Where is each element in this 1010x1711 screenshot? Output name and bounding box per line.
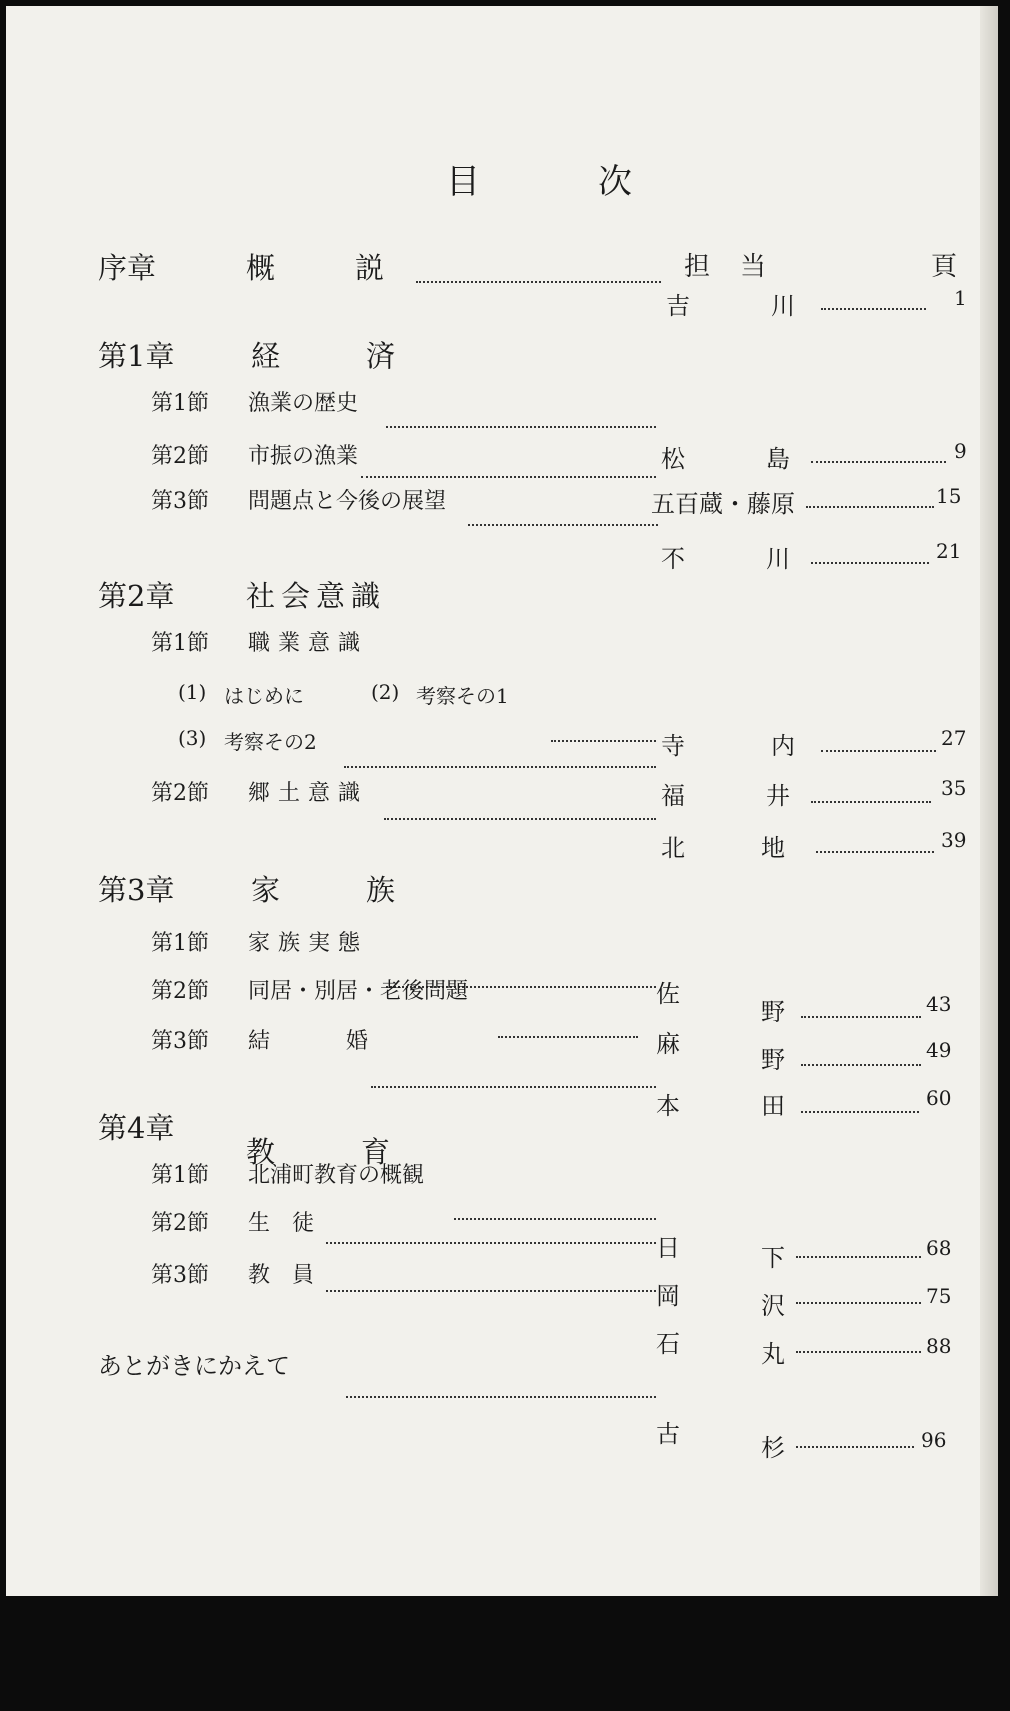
section-entry: [6, 1206, 998, 1272]
section-entry: [6, 484, 998, 524]
author: 佐: [656, 980, 680, 1008]
section-entry: [6, 1158, 998, 1198]
leader-dots: [796, 1446, 914, 1450]
entry-title: 市振の漁業: [248, 444, 359, 469]
author: 下: [761, 1244, 785, 1272]
author: 北: [661, 834, 685, 862]
leader-dots: [326, 1242, 656, 1246]
leader-dots: [801, 1016, 921, 1020]
page-number: 88: [926, 1334, 952, 1358]
page-number: 43: [926, 992, 952, 1016]
author: 内: [771, 732, 795, 760]
author: 麻: [656, 1030, 680, 1058]
page-number: 21: [936, 539, 962, 563]
section-entry: [6, 386, 998, 426]
author: 寺: [661, 732, 685, 760]
author: 岡: [656, 1282, 680, 1310]
section-entry: [6, 1024, 998, 1074]
leader-dots: [806, 506, 934, 510]
author: 島: [766, 445, 790, 473]
author: 吉: [666, 292, 690, 320]
page-number: 27: [941, 726, 967, 750]
page-number: 35: [941, 776, 967, 800]
entry-label: 第3節: [151, 1029, 209, 1054]
leader-dots: [344, 766, 656, 770]
entry-title: 北浦町教育の概観: [248, 1163, 425, 1188]
entry-label: 第2節: [151, 444, 209, 469]
author-header: 担当: [684, 252, 797, 282]
entry-label: 第2節: [151, 1211, 209, 1236]
entry-title: 生徒: [248, 1211, 337, 1236]
leader-dots: [811, 461, 946, 465]
entry-title: 考察その2: [224, 730, 317, 754]
entry-label: 第3章: [98, 873, 175, 907]
entry-label: 第1節: [151, 931, 209, 956]
entry-title: 経済: [251, 339, 482, 373]
page-number: 39: [941, 828, 967, 852]
page-number: 49: [926, 1038, 952, 1062]
entry-title: 漁業の歴史: [248, 391, 359, 416]
leader-dots: [821, 308, 926, 312]
subsection-entry: [6, 680, 998, 720]
entry-label: 第3節: [151, 1263, 209, 1288]
chapter-heading: [6, 868, 998, 908]
section-entry: [6, 926, 998, 966]
author: 地: [761, 834, 785, 862]
author: 杉: [761, 1434, 785, 1462]
toc-header: [6, 246, 998, 286]
leader-dots: [796, 1302, 921, 1306]
page-number: 60: [926, 1086, 952, 1110]
entry-title: 郷土意識: [248, 781, 369, 806]
entry-title: 家族: [251, 873, 482, 907]
document-page: [6, 6, 998, 1596]
page-number: 9: [954, 439, 967, 463]
author: 田: [761, 1092, 785, 1120]
entry-label: 第2章: [98, 579, 175, 613]
leader-dots: [386, 426, 656, 430]
page-number: 68: [926, 1236, 952, 1260]
entry-title: 結婚: [248, 1029, 445, 1054]
leader-dots: [816, 851, 934, 855]
entry-title: 職業意識: [248, 631, 369, 656]
entry-title: 考察その1: [416, 684, 509, 708]
entry-title: 教員: [248, 1263, 337, 1288]
page-number: 75: [926, 1284, 952, 1308]
author: 沢: [761, 1292, 785, 1320]
author: 野: [761, 998, 785, 1026]
leader-dots: [361, 476, 656, 480]
author: 川: [766, 545, 790, 573]
section-entry: [6, 776, 998, 816]
author: 福: [661, 782, 685, 810]
subsection-entry: [6, 726, 998, 766]
leader-dots: [346, 1396, 656, 1400]
author: 松: [661, 445, 685, 473]
chapter-heading: [6, 1106, 998, 1169]
author: 本: [656, 1092, 680, 1120]
entry-label: 第4章: [98, 1111, 175, 1145]
page-number: 1: [954, 286, 967, 310]
author: 丸: [761, 1340, 785, 1368]
entry-title: あとがきにかえて: [98, 1352, 290, 1380]
leader-dots: [416, 281, 661, 285]
toc-entry: [6, 286, 998, 326]
author: 川: [771, 292, 795, 320]
entry-label: 第2節: [151, 781, 209, 806]
leader-dots: [821, 750, 936, 754]
author: 野: [761, 1046, 785, 1074]
entry-label: 第1節: [151, 1163, 209, 1188]
leader-dots: [326, 1290, 656, 1294]
section-entry: [6, 626, 998, 666]
author: 不: [661, 545, 685, 573]
entry-title: はじめに: [224, 684, 304, 708]
scan-background: [0, 1596, 1010, 1711]
entry-title: 問題点と今後の展望: [248, 489, 447, 514]
entry-label: 第3節: [151, 489, 209, 514]
entry-label: (1): [178, 680, 207, 704]
author: 古: [656, 1420, 680, 1448]
author: 五百蔵・藤原: [651, 490, 795, 518]
entry-label: (3): [178, 726, 207, 750]
entry-label: 第2節: [151, 979, 209, 1004]
author: 日: [656, 1234, 680, 1262]
entry-title: 同居・別居・老後問題: [248, 979, 469, 1004]
leader-dots: [811, 562, 929, 566]
entry-label: 序章: [98, 251, 157, 285]
chapter-heading: [6, 334, 998, 374]
toc-entry: [6, 539, 998, 579]
leader-dots: [801, 1064, 921, 1068]
afterword-entry: [6, 1346, 998, 1386]
entry-label: 第1節: [151, 391, 209, 416]
leader-dots: [811, 801, 931, 805]
page-header: 頁: [931, 252, 958, 282]
section-entry: [6, 439, 998, 479]
entry-title: 教育: [246, 1135, 477, 1169]
chapter-heading: [6, 574, 998, 614]
entry-label: (2): [371, 680, 400, 704]
leader-dots: [384, 818, 656, 822]
author: 石: [656, 1330, 680, 1358]
toc-title: 目次: [446, 162, 750, 202]
page-number: 15: [936, 484, 962, 508]
entry-title: 概説: [246, 251, 465, 285]
entry-label: 第1章: [98, 339, 175, 373]
leader-dots: [468, 524, 658, 528]
entry-title: 家族実態: [248, 931, 369, 956]
section-entry: [6, 974, 998, 1026]
entry-label: 第1節: [151, 631, 209, 656]
page-number: 96: [921, 1428, 947, 1452]
entry-title: 社会意識: [246, 579, 387, 613]
toc-entry: [6, 828, 998, 868]
author: 井: [766, 782, 790, 810]
